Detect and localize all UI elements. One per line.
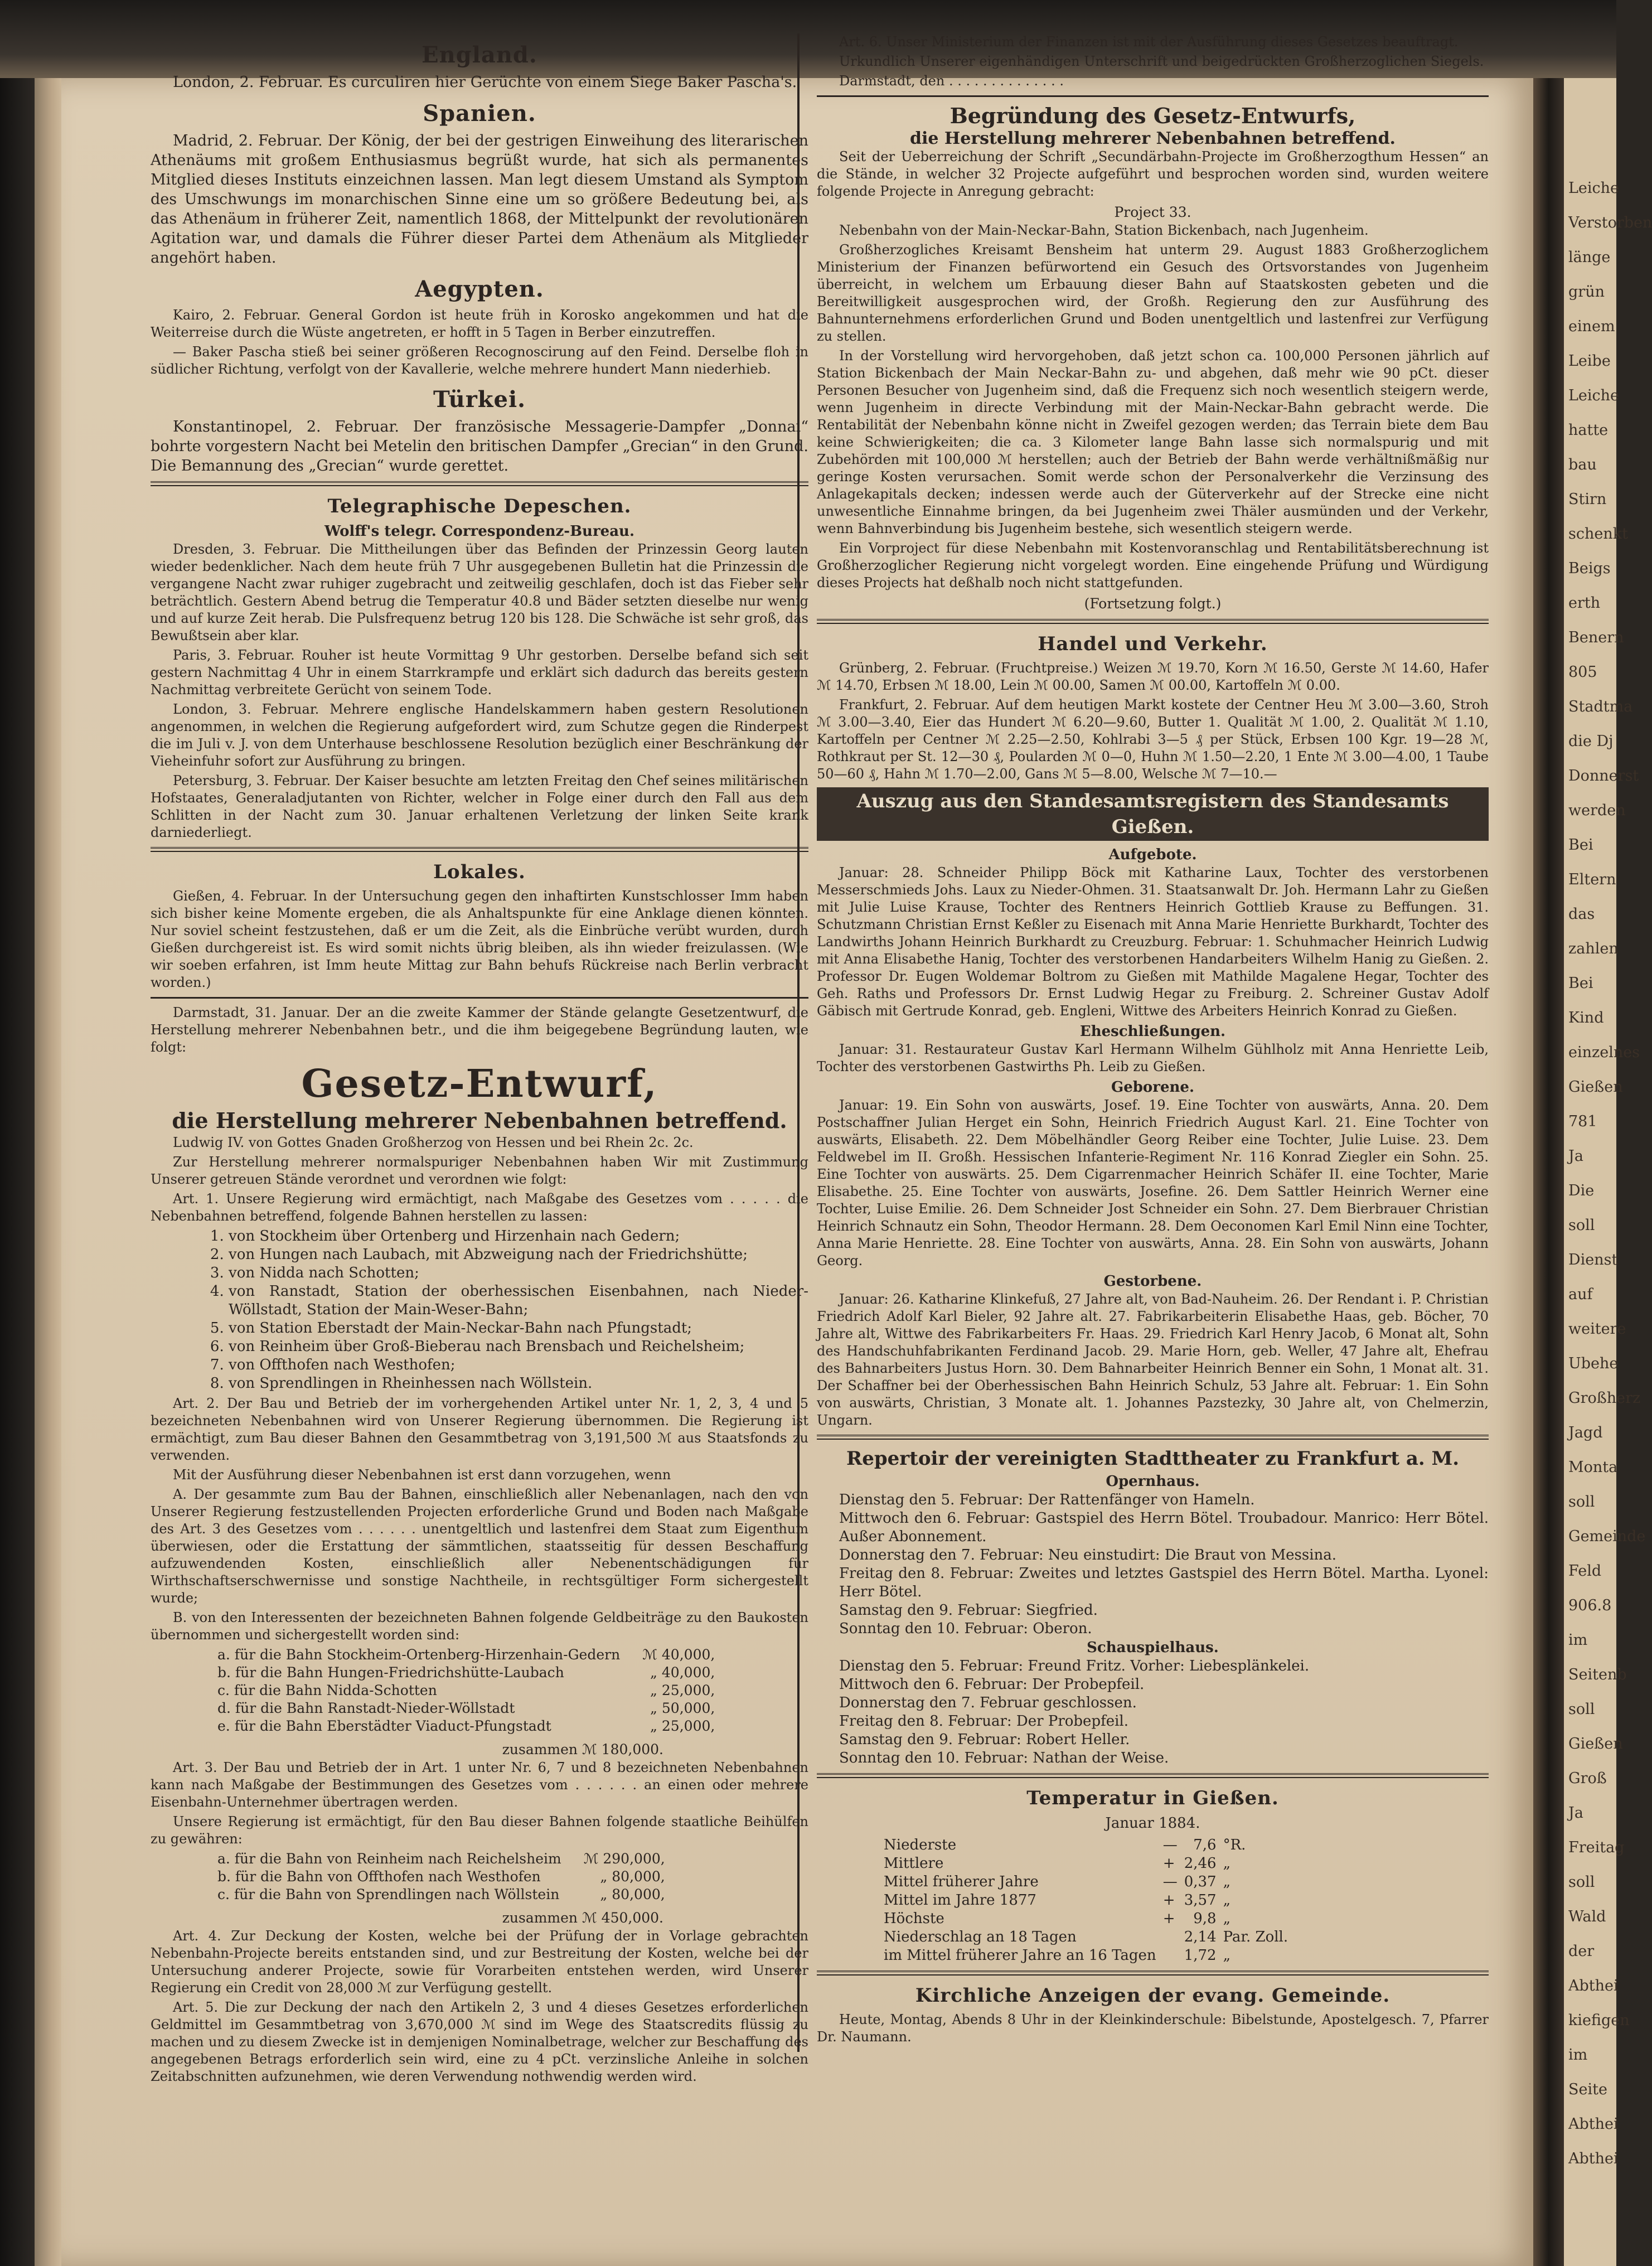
left-column [151,33,808,2088]
temperature-unit: „ [1223,1892,1231,1909]
next-page-text-fragment: kiefigen [1568,2012,1630,2029]
schedule-entry: Mittwoch den 6. Februar: Gastspiel des Herrn Bötel. Troubadour. Manrico: Herr Bötel. Außer Abonnement. [839,1510,1489,1545]
next-page-text-fragment: Kind [1568,1009,1604,1027]
finance-amount: „ 25,000, [650,1718,715,1734]
finance-label: b. für die Bahn von Offthofen nach Westhofen [217,1868,541,1885]
next-page-text-fragment: Freitag [1568,1839,1625,1856]
railway-list-item: 2. von Hungen nach Laubach, mit Abzweigung nach der Friedrichshütte; [229,1246,808,1264]
railway-list-item: 5. von Station Eberstadt der Main-Neckar-Bahn nach Pfungstadt; [229,1319,808,1338]
law-paragraph: B. von den Interessenten der bezeichneten Bahnen folgende Geldbeiträge zu den Baukosten übernommen und sichergestellt worden sind: [151,1610,808,1643]
temperature-table [884,1836,1295,1965]
temperature-sign [1163,1947,1184,1965]
temperature-value: 2,14 [1184,1929,1217,1945]
temperature-row [884,1928,1295,1947]
finance-amount: „ 40,000, [650,1664,715,1681]
section-rule [817,1773,1489,1778]
finance-row [217,1850,671,1868]
next-page-text-fragment: 906.8 [1568,1597,1612,1614]
section-heading-depeschen: Telegraphische Depeschen. [327,495,632,517]
article-paragraph: Gießen, 4. Februar. In der Untersuchung gegen den inhaftirten Kunstschlosser Imm haben sich bisher keine Momente ergeben, die als Anhaltspunkte für eine Anklage dienen könnten. Nur soviel scheint festzustehen, daß er um die Zeit, als die Einbrüche verübt wurden, durch Gießen durchgereist ist. Es wird somit nichts übrig bleiben, als ihn wieder freizulassen. (Wie wir soeben erfahren, ist Imm heute Mittag zur Bahn behufs Rückreise nach Berlin verbracht worden.) [151,888,808,990]
law-paragraph: Art. 6. Unser Ministerium der Finanzen ist mit der Ausführung dieses Gesetzes beauftragt. [839,34,1459,50]
temperature-unit: „ [1223,1855,1231,1872]
section-heading-handel: Handel und Verkehr. [1038,633,1268,655]
next-page-text-fragment: im [1568,1631,1588,1649]
temperature-unit: Par. Zoll. [1223,1929,1288,1945]
subsection-heading: Eheschließungen. [1079,1023,1226,1040]
temperature-sign: + [1162,1910,1175,1927]
next-page-text-fragment: Ubehe [1568,1355,1619,1372]
next-page-text-fragment: Bei [1568,975,1593,992]
book-binding [0,78,35,2266]
article-paragraph: Ein Vorproject für diese Nebenbahn mit Kostenvoranschlag und Rentabilitätsberechnung ist Großherzoglicher Regierung nicht vorgelegt worden. Eine eingehende Prüfung und Würdigung dieses Projects hat deßhalb noch nicht stattgefunden. [817,540,1489,590]
law-subtitle: die Herstellung mehrerer Nebenbahnen betreffend. [172,1108,787,1133]
next-page-text-fragment: Seite [1568,2081,1607,2098]
temperature-unit: °R. [1223,1837,1246,1853]
schedule-entry: Donnerstag den 7. Februar geschlossen. [839,1694,1137,1711]
article-paragraph: — Baker Pascha stieß bei seiner größeren Recognoscirung auf den Feind. Derselbe floh in südlicher Richtung, verfolgt von der Kavallerie, welche mehrere hundert Mann niederhieb. [151,344,808,377]
section-rule [151,997,808,999]
law-paragraph: Art. 5. Die zur Deckung der nach den Artikeln 2, 3 und 4 dieses Gesetzes erforderlichen Geldmittel im Gesammtbetrag von 3,670,000 ℳ sind im Wege des Staatscredits flüssig zu machen und zu diesem Zwecke ist in demjenigen Nominalbetrage, welcher zur Beschaffung des angegebenen Betrags erforderlich sein wird, eine zu 4 pCt. verzinsliche Anleihe in solchen Zeitabschnitten aufzunehmen, wie deren Verwendung nothwendig werden wird. [151,1999,808,2084]
article-paragraph: London, 3. Februar. Mehrere englische Handelskammern haben gestern Resolutionen angenommen, in welchen die Regierung aufgefordert wird, zum Schutze gegen die Rinderpest die im Juli v. J. von dem Unterhause beschlossene Resolution bezüglich einer Beschränkung der Vieheinfuhr sofort zur Ausführung zu bringen. [151,701,808,769]
schedule-entry: Samstag den 9. Februar: Siegfried. [839,1602,1098,1619]
page-edge [35,78,61,2266]
article-paragraph: Frankfurt, 2. Februar. Auf dem heutigen Markt kostete der Centner Heu ℳ 3.00—3.60, Stroh ℳ 3.00—3.40, Eier das Hundert ℳ 6.20—9.60, Butter 1. Qualität ℳ 1.00, 2. Qualität ℳ 1.10, Kartoffeln per Centner ℳ 2.25—2.50, Kohlrabi 3—5 ₰ per Stück, Erbsen 100 Kgr. 19—28 ℳ, Rothkraut per St. 12—30 ₰, Poularden ℳ 0—0, Huhn ℳ 1.50—2.20, 1 Ente ℳ 3.00—4.00, 1 Taube 50—60 ₰, Hahn ℳ 1.70—2.00, Gans ℳ 5—8.00, Welsche ℳ 7—10.— [817,697,1489,782]
next-page-text-fragment: erth [1568,594,1601,612]
next-page-text-fragment: soll [1568,1873,1595,1891]
section-heading-lokales: Lokales. [433,861,526,883]
next-page-text-fragment: Ja [1568,1804,1583,1822]
temperature-label: Höchste [884,1910,944,1927]
subsection-heading: Schauspielhaus. [1087,1639,1219,1656]
section-heading-spanien: Spanien. [423,100,536,127]
finance-label: d. für die Bahn Ranstadt-Nieder-Wöllstadt [217,1700,515,1716]
article-paragraph: Großherzogliches Kreisamt Bensheim hat unterm 29. August 1883 Großherzoglichem Ministerium der Finanzen befürwortend ein Gesuch des Ortsvorstandes von Jugenheim überreicht, in welchem um Erbauung dieser Bahn auf Staatskosten gebeten und die Bereitwilligkeit ausgesprochen wird, der Großh. Regierung den zur Ausführung des Bahnunternehmens erforderlichen Grund und Boden unentgeltlich und lastenfrei zur Verfügung zu stellen. [817,242,1489,344]
finance-amount: ℳ 40,000, [642,1647,715,1663]
section-heading-begruendung: Begründung des Gesetz-Entwurfs, [949,103,1356,128]
finance-row [217,1664,720,1682]
finance-label: c. für die Bahn Nidda-Schotten [217,1682,437,1698]
next-page-text-fragment: Die [1568,1182,1595,1199]
railway-list-item: 1. von Stockheim über Ortenberg und Hirzenhain nach Gedern; [229,1227,808,1246]
law-paragraph: Art. 1. Unsere Regierung wird ermächtigt, nach Maßgabe des Gesetzes vom . . . . . die Nebenbahnen betreffend, folgende Bahnen herstellen zu lassen: [151,1191,808,1224]
finance-label: a. für die Bahn von Reinheim nach Reichelsheim [217,1851,561,1867]
next-page-text-fragment: länge [1568,249,1611,266]
next-page-text-fragment: Seitenb [1568,1666,1627,1683]
section-heading-england: England. [422,42,537,68]
next-page-text-fragment: Leiche [1568,387,1620,404]
next-page-text-fragment: bau [1568,456,1597,473]
article-paragraph: Madrid, 2. Februar. Der König, der bei der gestrigen Einweihung des literarischen Athenäums mit großem Enthusiasmus begrüßt wurde, hat sich als permanentes Mitglied dieses Instituts einzeichnen lassen. Man legt diesem Umstand als Symptom des Umschwungs im monarchischen Sinne eine um so größere Bedeutung bei, als das Athenäum in früherer Zeit, namentlich 1868, der Mittelpunkt der revolutionären Agitation war, und damals die Führer dieser Partei dem Athenäum als Mitglieder angehört haben. [151,132,808,267]
next-page-text-fragment: Dienst [1568,1251,1618,1268]
next-page-text-fragment: Abthei [1568,1977,1619,1994]
temperature-unit: „ [1223,1947,1231,1964]
temperature-value: 9,8 [1193,1910,1217,1927]
finance-amount: „ 50,000, [650,1700,715,1716]
law-paragraph: Unsere Regierung ist ermächtigt, für den Bau dieser Bahnen folgende staatliche Beihülfen zu gewähren: [151,1814,808,1847]
section-heading-repertoir: Repertoir der vereinigten Stadttheater zu Frankfurt a. M. [846,1447,1460,1470]
finance-amount: ℳ 290,000, [583,1851,665,1867]
law-title: Gesetz-Entwurf, [301,1062,658,1106]
next-page-text-fragment: Leibe [1568,352,1611,370]
contribution-table [217,1646,720,1735]
section-subheading: die Herstellung mehrerer Nebenbahnen betreffend. [909,129,1396,148]
next-page-text-fragment: auf [1568,1286,1593,1303]
next-page-text-fragment: Leiche [1568,180,1620,197]
next-page-text-fragment: der [1568,1943,1595,1960]
law-paragraph: A. Der gesammte zum Bau der Bahnen, einschließlich aller Nebenanlagen, nach den von Unserer Regierung festzustellenden Projecten erforderliche Grund und Boden nach Maßgabe des Art. 3 des Gesetzes vom . . . . . . unentgeltlich und lastenfrei dem Staat zum Eigenthum überwiesen, oder die Erstattung der sämmtlichen, staatsseitig für dessen Beschaffung aufzuwendenden Kosten, einschließlich aller Nebenentschädigungen für Wirthschaftserschwernisse und sonstige Nachtheile, in rechtsgültiger Form sichergestellt wurde; [151,1487,808,1606]
section-heading-aegypten: Aegypten. [415,276,544,302]
schedule-entry: Freitag den 8. Februar: Der Probepfeil. [839,1713,1128,1730]
temperature-sign: + [1162,1855,1175,1872]
next-page-fragment [1564,78,1652,2266]
next-page-text-fragment: grün [1568,283,1605,301]
next-page-text-fragment: Gießen [1568,1078,1623,1096]
subsection-heading: Aufgebote. [1108,846,1197,863]
next-page-text-fragment: Gemeinde [1568,1528,1646,1545]
next-page-text-fragment: zahlen [1568,940,1619,957]
section-subheading: Wolff's telegr. Correspondenz-Bureau. [324,523,634,540]
temperature-value: 0,37 [1184,1873,1217,1890]
next-page-text-fragment: werden [1568,802,1626,819]
next-page-text-fragment: 781 [1568,1113,1597,1130]
article-paragraph: Petersburg, 3. Februar. Der Kaiser besuchte am letzten Freitag den Chef seines militärischen Hofstaates, Generaladjutanten von Richter, welcher in Folge einer durch den Fall aus dem Schlitten in der Nacht zum 30. Januar erhaltenen Verletzung der linken Seite krank darniederliegt. [151,773,808,840]
finance-row [217,1868,671,1886]
temperature-unit: „ [1223,1910,1231,1927]
temperature-value: 1,72 [1184,1947,1217,1964]
schedule-entry: Dienstag den 5. Februar: Der Rattenfänger von Hameln. [839,1492,1255,1508]
section-heading-kirche: Kirchliche Anzeigen der evang. Gemeinde. [915,1984,1391,2007]
next-page-text-fragment: Wald [1568,1908,1606,1925]
register-paragraph: Januar: 28. Schneider Philipp Böck mit Katharine Laux, Tochter des verstorbenen Messerschmieds Johs. Laux zu Nieder-Ohmen. 31. Staatsanwalt Dr. Joh. Hermann Lahr zu Gießen mit Julie Luise Krause, Tochter des Rentners Heinrich Gottlieb Krause zu Beffungen. 31. Schutzmann Christian Ernst Keßler zu Eisenach mit Anna Marie Henriette Burkhardt, Tochter des Landwirths Johann Heinrich Burkhardt zu Creuzburg. Februar: 1. Schuhmacher Heinrich Ludwig mit Anna Elisabethe Hanig, Tochter des verstorbenen Handarbeiters Wilhelm Hanig zu Gießen. 2. Professor Dr. Eugen Woldemar Boltrom zu Gießen mit Mathilde Magalene Hegar, Tochter des Geh. Raths und Professors Dr. Ernst Ludwig Hegar zu Freiburg. 2. Schreiner Gustav Adolf Gäbisch mit Gertrude Konrad, geb. Engleni, Wittwe des Arbeiters Heinrich Konrad zu Gießen. [817,865,1489,1019]
schedule-entry: Sonntag den 10. Februar: Nathan der Weise. [839,1750,1169,1766]
railway-list-item: 3. von Nidda nach Schotten; [229,1264,808,1282]
finance-amount: „ 25,000, [650,1682,715,1698]
temperature-row [884,1855,1295,1873]
project-label: Project 33. [1114,204,1191,220]
schedule-entry: Sonntag den 10. Februar: Oberon. [839,1620,1092,1637]
subsection-heading: Opernhaus. [1106,1473,1200,1490]
schedule-entry: Donnerstag den 7. Februar: Neu einstudirt: Die Braut von Messina. [839,1547,1337,1563]
temperature-row [884,1910,1295,1928]
law-paragraph: Darmstadt, den . . . . . . . . . . . . . . [839,73,1064,89]
next-page-text-fragment: hatte [1568,422,1609,439]
book-gutter [1533,78,1564,2266]
next-page-text-fragment: einem [1568,318,1615,335]
temperature-sign: — [1162,1837,1178,1853]
law-paragraph: Art. 3. Der Bau und Betrieb der in Art. 1 unter Nr. 6, 7 und 8 bezeichneten Nebenbahnen kann nach Maßgabe der Bestimmungen des Gesetzes vom . . . . . . an einen oder mehrere Eisenbahn-Unternehmer übertragen werden. [151,1760,808,1810]
temperature-unit: „ [1223,1873,1231,1890]
register-paragraph: Januar: 26. Katharine Klinkefuß, 27 Jahre alt, von Bad-Nauheim. 26. Der Rendant i. P. Christian Friedrich Adolf Karl Bieler, 92 Jahre alt. 27. Fabrikarbeiterin Elisabethe Haas, geb. Böcher, 70 Jahre alt, Wittwe des Fabrikarbeiters Fr. Haas. 29. Friedrich Karl Henry Jacob, 6 Monat alt, Sohn des Handschuhfabrikanten Ferdinand Jacob. 29. Marie Horn, geb. Weller, 47 Jahre alt, Ehefrau des Bahnarbeiters Justus Horn. 30. Dem Bahnarbeiter Heinrich Benner ein Sohn, 1 Monat alt. 31. Der Schaffner bei der Oberhessischen Bahn Heinrich Schulz, 53 Jahre alt. Februar: 1. Ein Sohn von auswärts, Christian, 3 Monate alt. 1. Johannes Pazstezky, 30 Jahre alt, von Chelmerzin, Ungarn. [817,1291,1489,1428]
next-page-text-fragment: Stadtma [1568,698,1633,715]
next-page-text-fragment: einzelnes [1568,1044,1640,1061]
article-paragraph: Dresden, 3. Februar. Die Mittheilungen über das Befinden der Prinzessin Georg lauten wieder bedenklicher. Nach dem heute früh 7 Uhr ausgegebenen Bulletin hat die Prinzessin die vergangene Nacht zwar ruhiger zugebracht und zeitweilig geschlafen, doch ist das Fieber sehr beträchtlich. Gestern Abend betrug die Temperatur 40.8 und Bäder setzten dieselbe nur wenig und auf kurze Zeit herab. Die Pulsfrequenz betrug 120 bis 128. Die Schwäche ist sehr groß, das Bewußtsein aber klar. [151,541,808,643]
article-paragraph: Heute, Montag, Abends 8 Uhr in der Kleinkinderschule: Bibelstunde, Apostelgesch. 7, Pfarrer Dr. Naumann. [817,2012,1489,2045]
next-page-text-fragment: soll [1568,1217,1595,1234]
finance-label: e. für die Bahn Eberstädter Viaduct-Pfungstadt [217,1718,551,1734]
railway-list [151,1227,808,1393]
temperature-label: im Mittel früherer Jahre an 16 Tagen [884,1947,1156,1964]
railway-list-item: 6. von Reinheim über Groß-Bieberau nach Brensbach und Reichelsheim; [229,1338,808,1356]
schedule-entry: Dienstag den 5. Februar: Freund Fritz. Vorher: Liebesplänkelei. [839,1658,1310,1674]
register-paragraph: Januar: 19. Ein Sohn von auswärts, Josef. 19. Eine Tochter von auswärts, Anna. 20. Dem Postschaffner Julian Herget ein Sohn, Heinrich Friedrich August Karl. 21. Eine Tochter von auswärts, Elisabeth. 22. Dem Möbelhändler Georg Reiber eine Tochter, Julie Luise. 23. Dem Feldwebel im II. Großh. Hessischen Infanterie-Regiment Nr. 116 Konrad Ziegler ein Sohn. 25. Eine Tochter von auswärts. 25. Dem Cigarrenmacher Heinrich Schäfer II. eine Tochter, Marie Elisabethe. 25. Eine Tochter von auswärts, Josefine. 26. Dem Sattler Heinrich Werner eine Tochter, Luise Emilie. 26. Dem Schneider Jost Schneider ein Sohn. 27. Dem Bierbrauer Christian Heinrich Schnautz ein Sohn, Theodor Hermann. 28. Dem Oeconomen Karl Emil Ninn eine Tochter, Anna Marie Henriette. 28. Eine Tochter von auswärts, Anna. 28. Ein Sohn von auswärts, Johann Georg. [817,1097,1489,1268]
next-page-text-fragment: Verstorben [1568,214,1652,231]
article-paragraph: Kairo, 2. Februar. General Gordon ist heute früh in Korosko angekommen und hat die Weiterreise durch die Wüste angetreten, er hofft in 5 Tagen in Berber einzutreffen. [151,307,808,340]
section-rule [151,847,808,852]
law-paragraph: Zur Herstellung mehrerer normalspuriger Nebenbahnen haben Wir mit Zustimmung Unserer getreuen Stände verordnet und verordnen wie folgt: [151,1154,808,1187]
next-page-text-fragment: im [1568,2046,1588,2064]
temperature-label: Mittel früherer Jahre [884,1873,1039,1890]
article-paragraph: London, 2. Februar. Es curculiren hier Gerüchte von einem Siege Baker Pascha's. [173,74,797,91]
temperature-label: Mittel im Jahre 1877 [884,1892,1036,1909]
temperature-value: 3,57 [1184,1892,1217,1909]
opera-schedule [817,1491,1489,1638]
section-rule [151,481,808,486]
next-page-text-fragment: Abthei [1568,2115,1619,2133]
next-page-text-fragment: Donnerst [1568,767,1639,785]
finance-row [217,1682,720,1700]
subsection-heading: Gestorbene. [1103,1273,1202,1290]
law-paragraph: Ludwig IV. von Gottes Gnaden Großherzog von Hessen und bei Rhein 2c. 2c. [173,1135,694,1150]
railway-list-item: 7. von Offthofen nach Westhofen; [229,1356,808,1374]
finance-row [217,1886,671,1904]
article-paragraph: Nebenbahn von der Main-Neckar-Bahn, Station Bickenbach, nach Jugenheim. [839,222,1369,238]
aid-table [217,1850,671,1904]
finance-label: c. für die Bahn von Sprendlingen nach Wöllstein [217,1886,560,1902]
next-page-text-fragment: Eltern [1568,871,1616,888]
temperature-sign: + [1162,1892,1175,1909]
article-paragraph: Grünberg, 2. Februar. (Fruchtpreise.) Weizen ℳ 19.70, Korn ℳ 16.50, Gerste ℳ 14.60, Hafer ℳ 14.70, Erbsen ℳ 18.00, Lein ℳ 00.00, Samen ℳ 00.00, Kartoffeln ℳ 0.00. [817,660,1489,693]
temperature-label: Mittlere [884,1855,944,1872]
article-paragraph: Konstantinopel, 2. Februar. Der französische Messagerie-Dampfer „Donnai“ bohrte vorgestern Nacht bei Metelin den britischen Dampfer „Grecian“ in den Grund. Die Bemannung des „Grecian“ wurde gerettet. [151,418,808,474]
next-page-text-fragment: Abthei [1568,2150,1619,2167]
temperature-value: 2,46 [1184,1855,1217,1872]
register-paragraph: Januar: 31. Restaurateur Gustav Karl Hermann Wilhelm Gühlholz mit Anna Henriette Leib, Tochter des verstorbenen Gastwirths Ph. Leib zu Gießen. [817,1042,1489,1074]
temperature-row [884,1836,1295,1855]
next-page-text-fragment: Beigs [1568,560,1611,577]
finance-amount: „ 80,000, [600,1886,665,1902]
section-banner-standesamt: Auszug aus den Standesamtsregistern des Standesamts Gießen. [817,787,1489,841]
next-page-text-fragment: Monta [1568,1459,1618,1476]
subsection-heading: Geborene. [1111,1079,1194,1096]
next-page-text-fragment: soll [1568,1701,1595,1718]
temperature-value: 7,6 [1193,1837,1217,1853]
law-paragraph: Mit der Ausführung dieser Nebenbahnen ist erst dann vorzugehen, wenn [173,1467,671,1483]
finance-row [217,1717,720,1735]
law-paragraph: Urkundlich Unserer eigenhändigen Unterschrift und beigedrückten Großherzoglichen Siegels. [839,54,1484,69]
right-column [817,33,1489,2048]
next-page-text-fragment: Groß [1568,1770,1607,1787]
temperature-month: Januar 1884. [1105,1815,1200,1832]
article-paragraph: In der Vorstellung wird hervorgehoben, daß jetzt schon ca. 100,000 Personen jährlich auf Station Bickenbach der Main Neckar-Bahn zu- und abgehen, daß mehr wie 90 pCt. dieser Personen Besucher von Jugenheim sind, daß die Frequenz sich noch wesentlich steigern werde, wenn Jugenheim in directe Verbindung mit der Main-Neckar-Bahn gebracht werde. Die Rentabilität der Nebenbahn könne nicht in Zweifel gezogen werden; das Terrain biete dem Bau keine Schwierigkeiten; die ca. 3 Kilometer lange Bahn lasse sich normalspurig und mit Zubehörden mit 100,000 ℳ herstellen; auch der Betrieb der Bahn werde verhältnißmäßig nur geringe Kosten verursachen. Somit werde schon der Personalverkehr die Verzinsung des Anlagekapitals decken; indessen werde auch der Güterverkehr auf der Strecke eine nicht unwesentliche Einnahme bringen, da bei Jugenheim zwei Thäler ausmünden und der Verkehr, wenn Bahnverbindung bis Jugenheim bestehe, sich wesentlich steigern werde. [817,348,1489,536]
temperature-label: Niederste [884,1837,957,1853]
section-heading-tuerkei: Türkei. [433,386,526,413]
finance-amount: „ 80,000, [600,1868,665,1885]
aid-total: zusammen ℳ 450,000. [502,1910,663,1926]
finance-label: b. für die Bahn Hungen-Friedrichshütte-Laubach [217,1664,564,1681]
next-page-text-fragment: das [1568,906,1595,923]
finance-row [217,1700,720,1717]
railway-list-item: 4. von Ranstadt, Station der oberhessischen Eisenbahnen, nach Nieder-Wöllstadt, Station der Main-Weser-Bahn; [229,1282,808,1319]
finance-row [217,1646,720,1664]
contribution-total: zusammen ℳ 180,000. [502,1741,663,1757]
schedule-entry: Freitag den 8. Februar: Zweites und letztes Gastspiel des Herrn Bötel. Martha. Lyonel: Herr Bötel. [839,1565,1489,1600]
next-page-text-fragment: weitere [1568,1320,1626,1338]
law-paragraph: Art. 4. Zur Deckung der Kosten, welche bei der Prüfung der in Vorlage gebrachten Nebenbahn-Projecte bereits entstanden sind, und zur Bestreitung der Kosten, welche bei der Untersuchung anderer Projecte, sowie für Vorarbeiten entstehen werden, wird Unserer Regierung ein Credit von 28,000 ℳ zur Verfügung gestellt. [151,1928,808,1996]
railway-list-item: 8. von Sprendlingen in Rheinhessen nach Wöllstein. [229,1374,808,1393]
next-page-text-fragment: Benern [1568,629,1624,646]
law-paragraph: Art. 2. Der Bau und Betrieb der im vorhergehenden Artikel unter Nr. 1, 2, 3, 4 und 5 bezeichneten Nebenbahnen wird von Unserer Regierung übernommen. Die Regierung ist ermächtigt, zum Bau dieser Bahnen den Gesammtbetrag von 3,191,500 ℳ aus Staatsfonds zu verwenden. [151,1396,808,1463]
temperature-row [884,1891,1295,1910]
continuation-note: (Fortsetzung folgt.) [1084,595,1222,612]
temperature-sign: — [1162,1873,1178,1890]
next-page-text-fragment: Bei [1568,836,1593,854]
article-paragraph: Darmstadt, 31. Januar. Der an die zweite Kammer der Stände gelangte Gesetzentwurf, die Herstellung mehrerer Nebenbahnen betr., und die ihm beigegebene Begründung lauten, wie folgt: [151,1005,808,1055]
next-page-text-fragment: 805 [1568,664,1597,681]
temperature-row [884,1947,1295,1965]
next-page-text-fragment: Feld [1568,1562,1602,1580]
next-page-text-fragment: Großherz [1568,1389,1641,1407]
article-paragraph: Seit der Ueberreichung der Schrift „Secundärbahn-Projecte im Großherzogthum Hessen“ an die Stände, in welcher 32 Projecte aufgeführt und besprochen worden sind, wurden weitere folgende Projecte in Anregung gebracht: [817,149,1489,199]
section-rule [817,619,1489,624]
next-page-text-fragment: Stirn [1568,491,1607,508]
section-rule [817,95,1489,97]
section-heading-temperatur: Temperatur in Gießen. [1026,1787,1279,1809]
next-page-text-fragment: soll [1568,1493,1595,1510]
schedule-entry: Mittwoch den 6. Februar: Der Probepfeil. [839,1676,1145,1693]
section-rule [817,1970,1489,1976]
theatre-schedule [817,1657,1489,1768]
next-page-text-fragment: Gießen [1568,1735,1623,1752]
next-page-text-fragment: Jagd [1568,1424,1603,1441]
article-paragraph: Paris, 3. Februar. Rouher ist heute Vormittag 9 Uhr gestorben. Derselbe befand sich seit gestern Nachmittag 4 Uhr in einem Starrkrampfe und erklärt sich dadurch das bereits gestern Nachmittag verbreitete Gerücht von seinem Tode. [151,647,808,698]
next-page-text-fragment: schenkt [1568,525,1628,543]
next-page-text-fragment: Ja [1568,1147,1583,1165]
schedule-entry: Samstag den 9. Februar: Robert Heller. [839,1731,1130,1748]
temperature-row [884,1873,1295,1891]
temperature-label: Niederschlag an 18 Tagen [884,1929,1077,1945]
finance-label: a. für die Bahn Stockheim-Ortenberg-Hirzenhain-Gedern [217,1647,621,1663]
temperature-sign [1163,1928,1184,1947]
section-rule [817,1435,1489,1440]
next-page-text-fragment: die Dj [1568,733,1614,750]
